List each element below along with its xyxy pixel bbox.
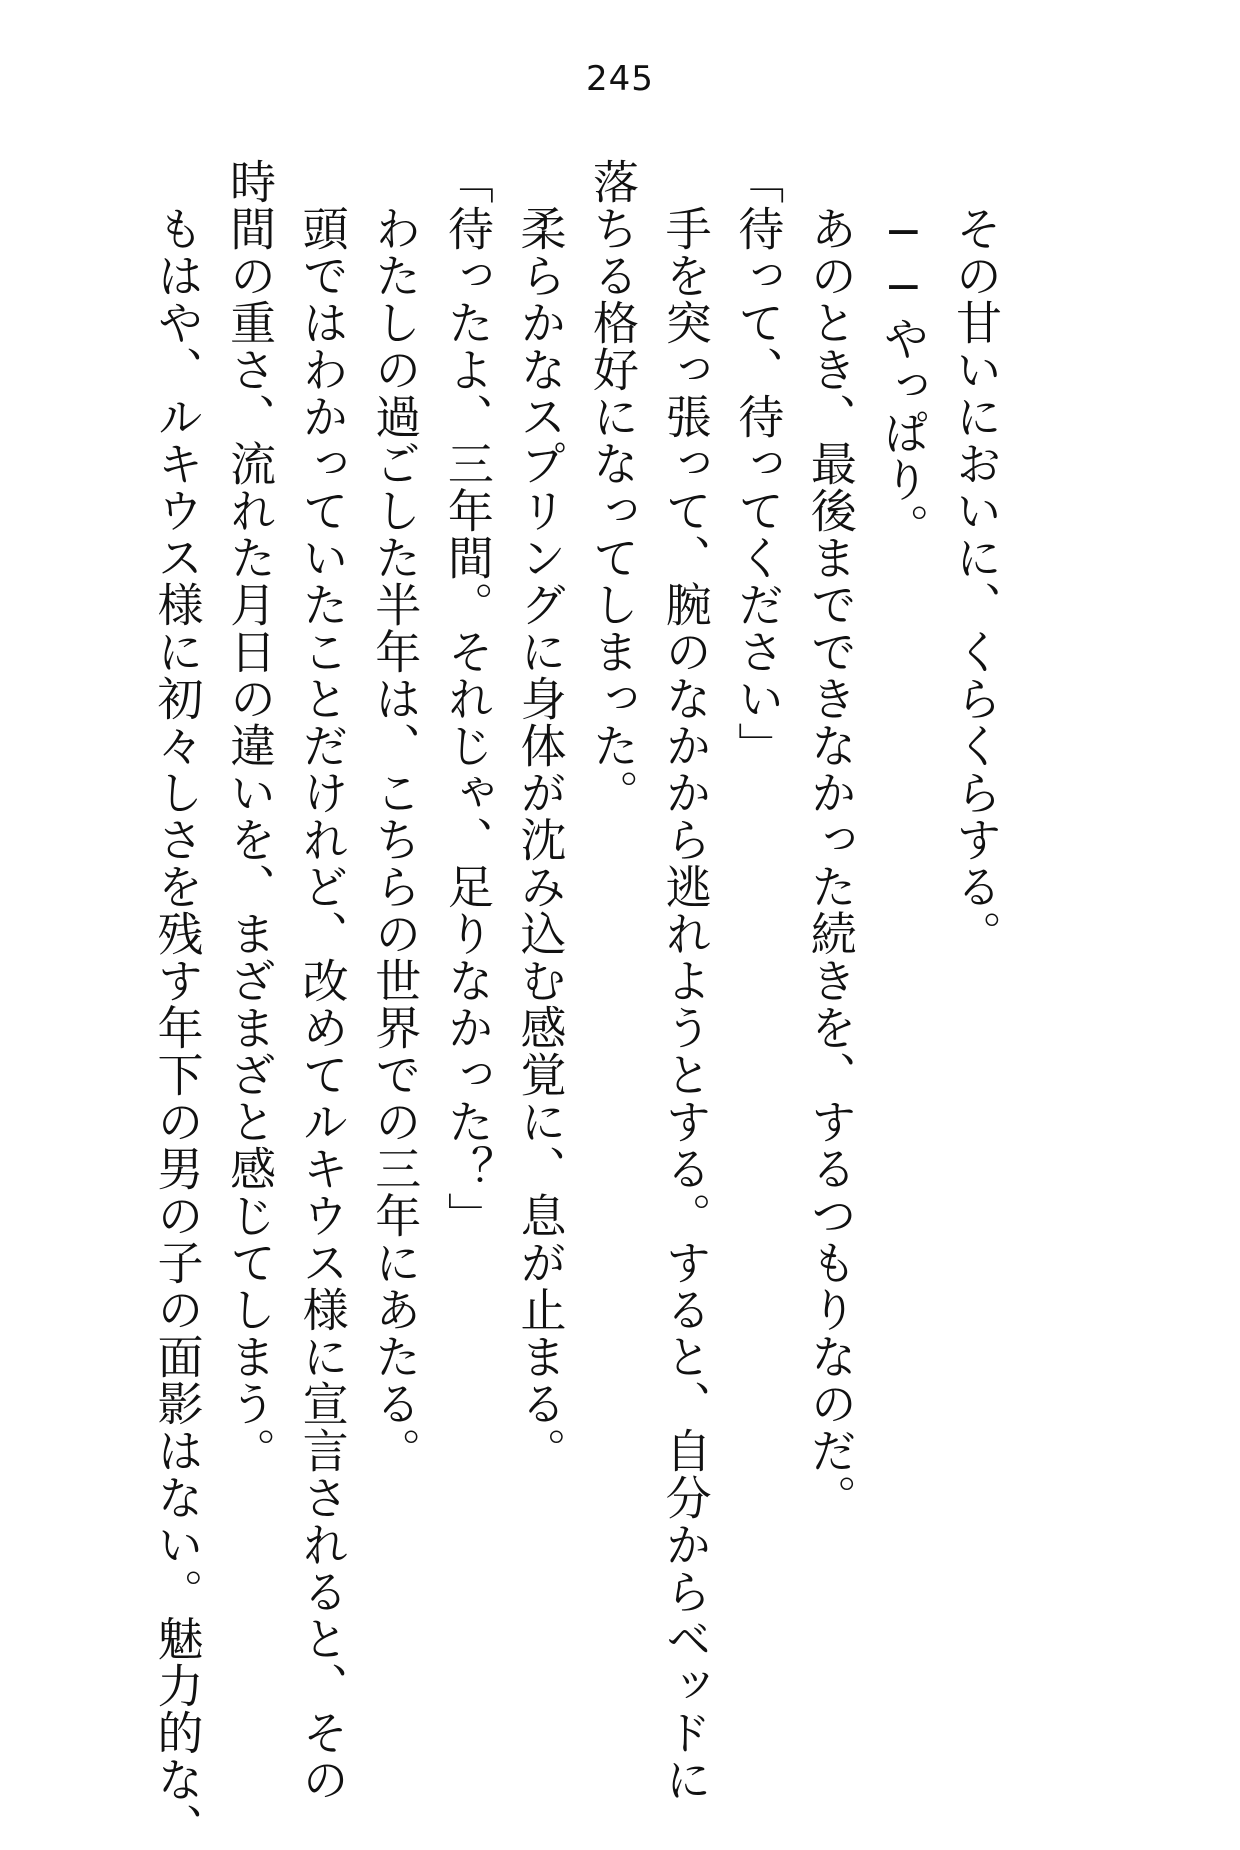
vertical-text-block xyxy=(141,158,1012,1850)
text-line: 手を突っ張って、腕のなかから逃れようとする。すると、自分からベッドに xyxy=(658,158,713,1803)
text-line: 頭ではわかっていたことだけれど、改めてルキウス様に宣言されると、その xyxy=(295,158,350,1803)
text-line: ──やっぱり。 xyxy=(876,158,931,550)
text-line: 時間の重さ、流れた月日の違いを、まざまざと感じてしまう。 xyxy=(223,158,278,1474)
text-line: 「待って、待ってください」 xyxy=(731,158,786,769)
text-line: わたしの過ごした半年は、こちらの世界での三年にあたる。 xyxy=(368,158,423,1474)
text-line: 落ちる格好になってしまった。 xyxy=(586,158,641,816)
text-line: 柔らかなスプリングに身体が沈み込む感覚に、息が止まる。 xyxy=(513,158,568,1474)
text-line: もはや、ルキウス様に初々しさを残す年下の男の子の面影はない。魅力的な、 xyxy=(150,158,205,1850)
text-line: あのとき、最後までできなかった続きを、するつもりなのだ。 xyxy=(803,158,858,1521)
text-line: その甘いにおいに、くらくらする。 xyxy=(949,158,1003,957)
text-line: 「待ったよ、三年間。それじゃ、足りなかった？」 xyxy=(440,158,495,1239)
page-number: 245 xyxy=(586,59,654,99)
